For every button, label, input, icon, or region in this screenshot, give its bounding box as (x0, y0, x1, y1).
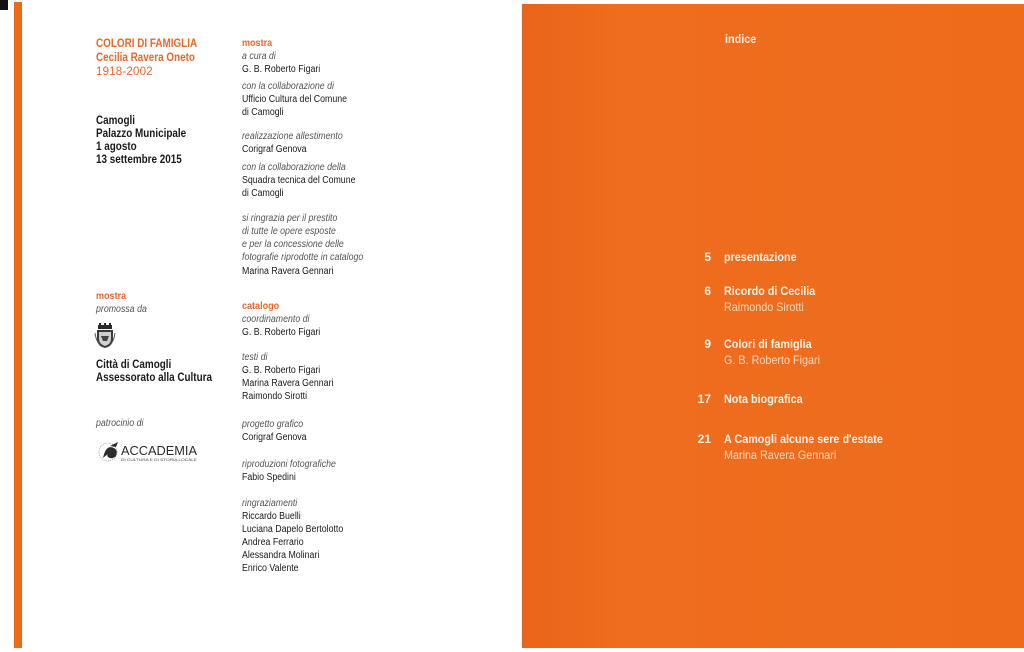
curator-role: a cura di (242, 51, 276, 62)
exhibition-heading: mostra (242, 37, 273, 49)
promoter-heading: mostra (96, 290, 127, 302)
catalog-heading: catalogo (242, 300, 280, 312)
index-title-nota[interactable]: Nota biografica (724, 392, 803, 406)
tech-collab-role: con la collaborazione della (242, 162, 346, 173)
thanks-line-1: di tutte le opere esposte (242, 226, 336, 237)
index-title-ricordo[interactable]: Ricordo di Cecilia (724, 284, 816, 298)
exhibition-title: COLORI DI FAMIGLIA (96, 38, 198, 50)
index-title-colori[interactable]: Colori di famiglia (724, 337, 812, 351)
ack-name-4: Alessandra Molinari (242, 550, 320, 561)
venue-building: Palazzo Municipale (96, 128, 187, 140)
accademia-logo-icon (96, 436, 208, 466)
page-gutter (512, 0, 522, 652)
texts-name-1: G. B. Roberto Figari (242, 365, 321, 376)
photo-role: riproduzioni fotografiche (242, 459, 336, 470)
index-heading: indice (725, 32, 757, 46)
curator-name: G. B. Roberto Figari (242, 64, 321, 75)
texts-name-3: Raimondo Sirotti (242, 391, 308, 402)
thanks-role: si ringrazia per il prestito (242, 213, 338, 224)
index-page-5: 5 (704, 250, 711, 264)
collaboration-name-1: Ufficio Cultura del Comune (242, 94, 348, 105)
accademia-logo-small-text: DI CULTURA E DI STORIA LOCALE (121, 458, 197, 462)
promoter-city: Città di Camogli (96, 359, 172, 371)
scan-corner-mark (0, 0, 8, 10)
design-name: Corigraf Genova (242, 432, 307, 443)
thanks-line-3: fotografie riprodotte in catalogo (242, 252, 364, 263)
artist-name: Cecilia Ravera Oneto (96, 52, 195, 64)
photo-name: Fabio Spedini (242, 472, 296, 483)
venue-start-date: 1 agosto (96, 141, 137, 153)
ack-name-5: Enrico Valente (242, 563, 299, 574)
texts-role: testi di (242, 352, 268, 363)
design-role: progetto grafico (242, 419, 304, 430)
index-page-6: 6 (704, 284, 711, 298)
coordination-role: coordinamento di (242, 314, 310, 325)
promoter-role: promossa da (96, 304, 147, 315)
index-title-presentazione[interactable]: presentazione (724, 250, 797, 264)
ack-name-2: Luciana Dapelo Bertolotto (242, 524, 344, 535)
index-page-21: 21 (697, 432, 711, 446)
index-page-17: 17 (697, 392, 711, 406)
accademia-logo-text: ACCADEMIA (121, 443, 198, 458)
tech-collab-name-2: di Camogli (242, 188, 284, 199)
acknowledgements-role: ringraziamenti (242, 498, 298, 509)
camogli-coat-of-arms-icon (94, 323, 116, 349)
thanks-name: Marina Ravera Gennari (242, 266, 334, 277)
texts-name-2: Marina Ravera Gennari (242, 378, 334, 389)
index-author-sirotti: Raimondo Sirotti (724, 300, 804, 314)
thanks-line-2: e per la concessione delle (242, 239, 344, 250)
ack-name-1: Riccardo Buelli (242, 511, 301, 522)
index-author-figari: G. B. Roberto Figari (724, 353, 821, 367)
setup-role: realizzazione allestimento (242, 131, 343, 142)
venue-city: Camogli (96, 115, 136, 127)
collaboration-role: con la collaborazione di (242, 81, 334, 92)
ack-name-3: Andrea Ferrario (242, 537, 304, 548)
venue-end-date: 13 settembre 2015 (96, 154, 182, 166)
index-page-9: 9 (704, 337, 711, 351)
artist-years: 1918-2002 (96, 66, 153, 78)
coordination-name: G. B. Roberto Figari (242, 327, 321, 338)
promoter-office: Assessorato alla Cultura (96, 372, 212, 384)
setup-name: Corigraf Genova (242, 144, 307, 155)
collaboration-name-2: di Camogli (242, 107, 284, 118)
index-title-camogli[interactable]: A Camogli alcune sere d'estate (724, 432, 883, 446)
index-author-ravera: Marina Ravera Gennari (724, 448, 837, 462)
right-page-index (522, 4, 1024, 648)
patronage-label: patrocinio di (96, 418, 144, 429)
left-orange-edge (14, 2, 22, 648)
tech-collab-name-1: Squadra tecnica del Comune (242, 175, 356, 186)
